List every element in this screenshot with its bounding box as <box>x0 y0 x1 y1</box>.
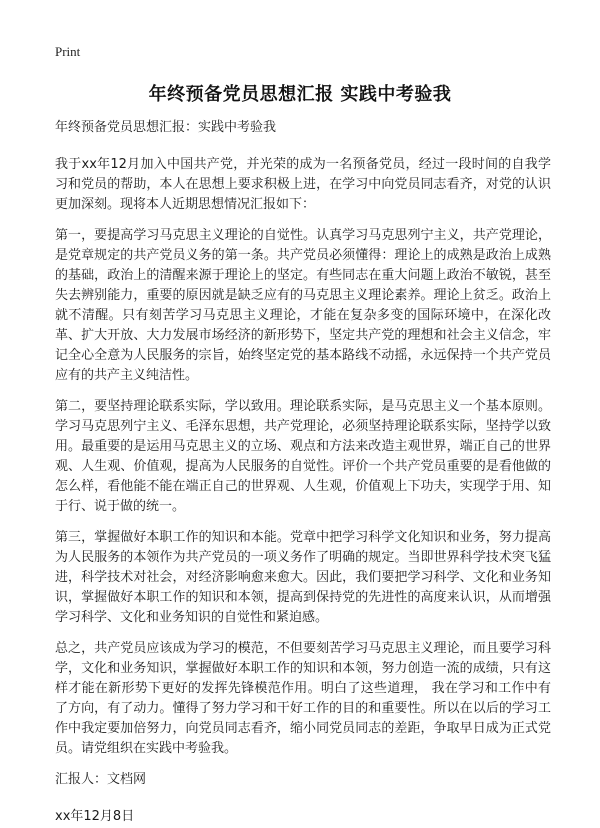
paragraph-summary: 总之，共产党员应该成为学习的模范，不但要刻苦学习马克思主义理论，而且要学习科学，文化和业务知识，掌握做好本职工作的知识和本领，努力创造一流的成绩，只有这样才能在新形势下更好的发挥先锋模范作用。明白了这些道理， 我在学习和工作中有了方向，有了动力。懂得了努力学习和干好工作的目的和重要性。所以在以后的学习工作中我定要加倍努力，向党员同志看齐，缩小同党员同志的差距，争取早日成为正式党员。请党组织在实践中考验我。 <box>55 641 551 756</box>
paragraph-second: 第二，要坚持理论联系实际，学以致用。理论联系实际，是马克思主义一个基本原则。学习马克思列宁主义、毛泽东思想，共产党理论，必须坚持理论联系实际，坚持学以致用。最重要的是运用马克思主义的立场、观点和方法来改造主观世界，端正自己的世界观、人生观、价值观，提高为人民服务的自觉性。评价一个共产党员重要的是看他做的怎么样，看他能不能在端正自己的世界观、人生观，价值观上下功夫，实现学于用、知于行、说于做的统一。 <box>55 399 551 514</box>
reporter-signature: 汇报人：文档网 <box>55 772 147 787</box>
print-link[interactable]: Print <box>55 44 81 59</box>
document-title: 年终预备党员思想汇报 实践中考验我 <box>148 84 452 105</box>
document-body <box>55 118 551 827</box>
paragraph-third: 第三，掌握做好本职工作的知识和本能。党章中把学习科学文化知识和业务，努力提高为人民服务的本领作为共产党员的一项义务作了明确的规定。当即世界科学技术突飞猛进，科学技术对社会，对经济影响愈来愈大。因此，我们要把学习科学、文化和业务知识，掌握做好本职工作的知识和本领，提高到保持党的先进性的高度来认识，从而增强学习科学、文化和业务知识的自觉性和紧迫感。 <box>55 530 551 625</box>
paragraph-first: 第一，要提高学习马克思主义理论的自觉性。认真学习马克思列宁主义，共产党理论，是党章规定的共产党员义务的第一条。共产党员必须懂得：理论上的成熟是政治上成熟的基础，政治上的清醒来源于理论上的坚定。有些同志在重大问题上政治不敏锐，甚至失去辨别能力，重要的原因就是缺乏应有的马克思主义理论素养。理论上贫乏。政治上就不清醒。只有刻苦学习马克思主义理论，才能在复杂多变的国际环境中，在深化改革、扩大开放、大力发展市场经济的新形势下，坚定共产党的理想和社会主义信念，牢记全心全意为人民服务的宗旨，始终坚定党的基本路线不动摇，永远保持一个共产党员应有的共产主义纯洁性。 <box>55 228 551 383</box>
document-subtitle: 年终预备党员思想汇报：实践中考验我 <box>55 120 277 135</box>
paragraph-intro: 我于xx年12月加入中国共产党，并光荣的成为一名预备党员，经过一段时间的自我学习和党员的帮助，本人在思想上要求积极上进，在学习中向党员同志看齐，对党的认识更加深刻。现将本人近期思想情况汇报如下： <box>55 157 551 212</box>
report-date: xx年12月8日 <box>55 809 135 824</box>
